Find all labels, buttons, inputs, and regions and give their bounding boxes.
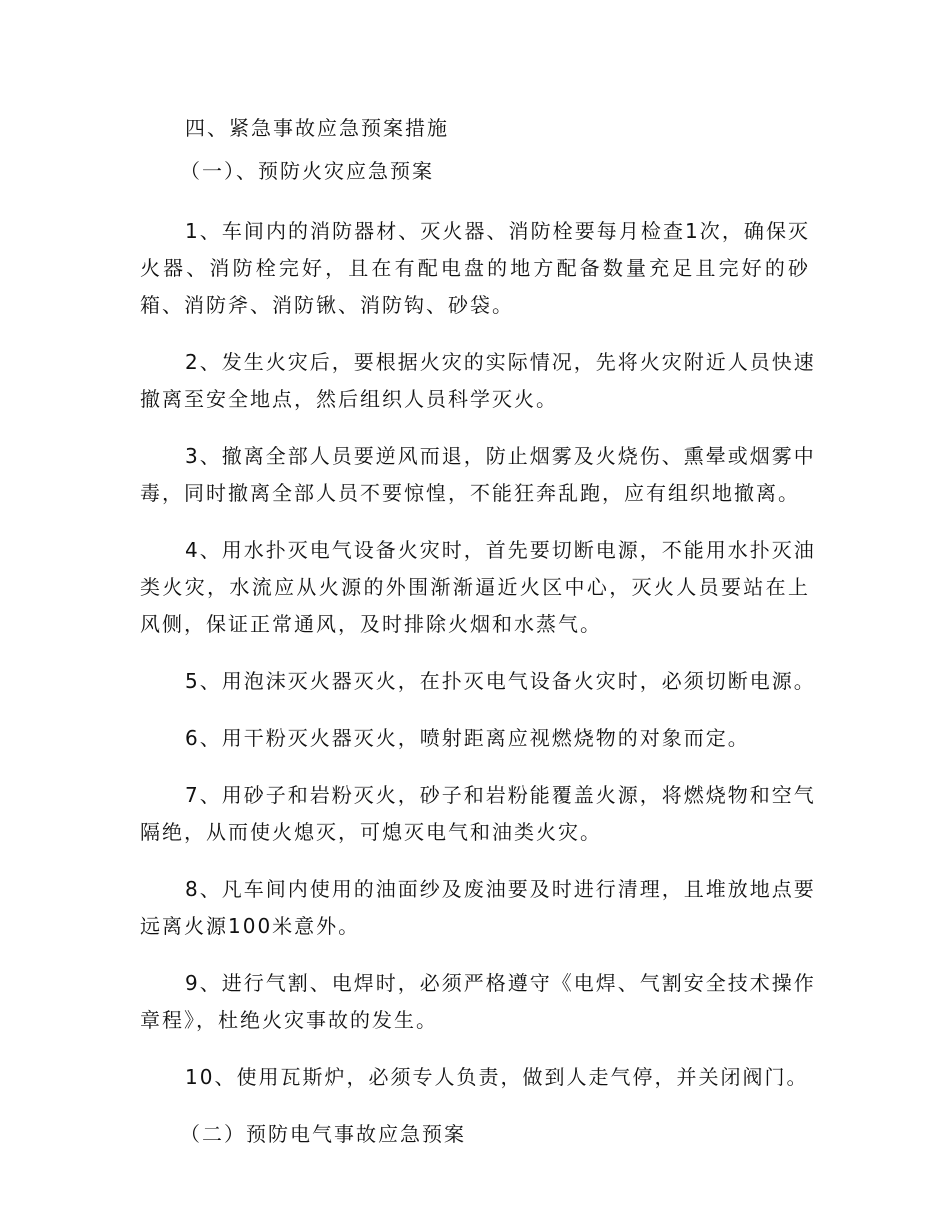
list-item xyxy=(140,344,816,418)
paragraph-line: 毒，同时撤离全部人员不要惊惶，不能狂奔乱跑，应有组织地撤离。 xyxy=(140,481,800,505)
subsection-title-electrical: （二）预防电气事故应急预案 xyxy=(180,1122,466,1146)
list-item xyxy=(140,965,816,1039)
paragraph-line: 9、进行气割、电焊时，必须严格遵守《电焊、气割安全技术操作 xyxy=(185,971,816,995)
paragraph-line: 类火灾，水流应从火源的外围渐渐逼近火区中心，灭火人员要站在上 xyxy=(140,575,810,599)
paragraph-line: 5、用泡沫灭火器灭火，在扑灭电气设备火灾时，必须切断电源。 xyxy=(185,669,816,693)
paragraph-line: 10、使用瓦斯炉，必须专人负责，做到人走气停，并关闭阀门。 xyxy=(185,1065,809,1089)
paragraph-line: 3、撤离全部人员要逆风而退，防止烟雾及火烧伤、熏晕或烟雾中 xyxy=(185,444,816,468)
list-item xyxy=(140,663,816,700)
paragraph-line: 4、用水扑灭电气设备火灾时，首先要切断电源，不能用水扑灭油 xyxy=(185,538,816,562)
paragraph-line: 8、凡车间内使用的油面纱及废油要及时进行清理，且堆放地点要 xyxy=(185,877,816,901)
paragraph-line: 隔绝，从而使火熄灭，可熄灭电气和油类火灾。 xyxy=(140,820,602,844)
paragraph-line: 2、发生火灾后，要根据火灾的实际情况，先将火灾附近人员快速 xyxy=(185,350,816,374)
list-item xyxy=(140,777,816,851)
paragraph-line: 1、车间内的消防器材、灭火器、消防栓要每月检查1次，确保灭 xyxy=(185,219,810,243)
paragraph-line: 箱、消防斧、消防锹、消防钩、砂袋。 xyxy=(140,293,514,317)
list-item xyxy=(140,213,810,324)
list-item xyxy=(140,720,810,757)
paragraph-line: 7、用砂子和岩粉灭火，砂子和岩粉能覆盖火源，将燃烧物和空气 xyxy=(185,783,816,807)
paragraph-line: 撤离至安全地点，然后组织人员科学灭火。 xyxy=(140,387,558,411)
list-item xyxy=(140,871,816,945)
paragraph-line: 章程》，杜绝火灾事故的发生。 xyxy=(140,1008,438,1032)
subsection-title-fire: （一）、预防火灾应急预案 xyxy=(180,159,434,183)
paragraph-line: 火器、消防栓完好，且在有配电盘的地方配备数量充足且完好的砂 xyxy=(140,256,810,280)
paragraph-line: 远离火源100米意外。 xyxy=(140,914,361,938)
document-body xyxy=(140,110,816,1153)
paragraph-line: 风侧，保证正常通风，及时排除火烟和水蒸气。 xyxy=(140,612,602,636)
list-item xyxy=(140,532,816,643)
list-item xyxy=(140,438,816,512)
list-item xyxy=(140,1059,810,1096)
section-heading: 四、紧急事故应急预案措施 xyxy=(185,116,449,140)
paragraph-line: 6、用干粉灭火器灭火，喷射距离应视燃烧物的对象而定。 xyxy=(185,726,750,750)
